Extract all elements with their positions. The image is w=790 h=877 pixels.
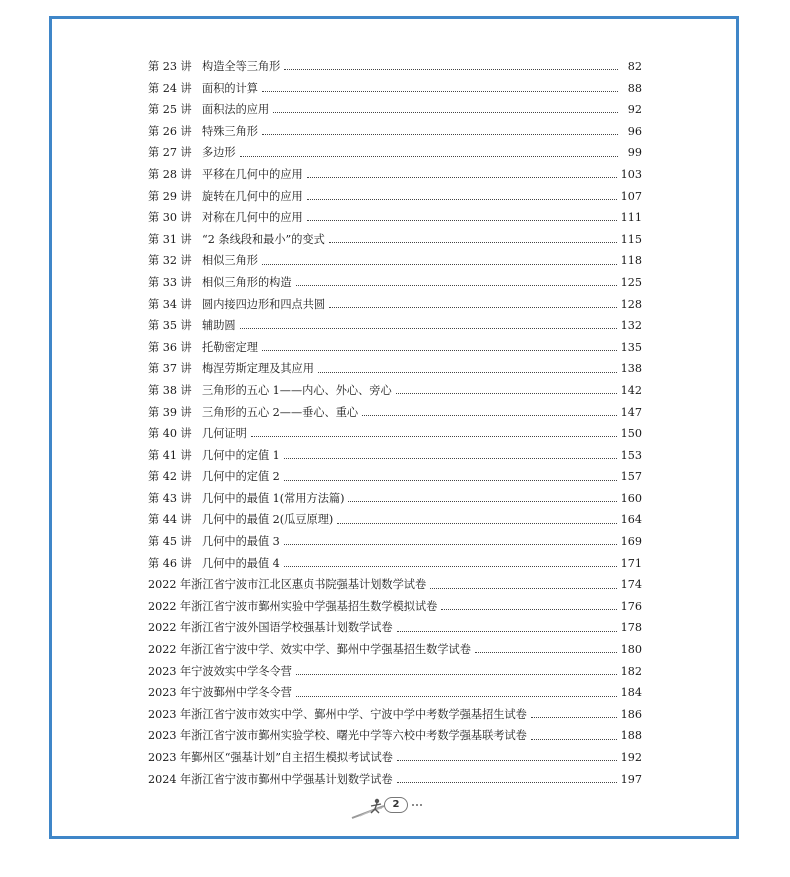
toc-entry [148, 186, 642, 208]
toc-lecture-number: 第 24 讲 [148, 81, 192, 95]
dot-leader [337, 523, 616, 524]
toc-entry-title: 三角形的五心 2——垂心、重心 [202, 405, 359, 419]
toc-entry [148, 164, 642, 186]
toc-lecture-number: 第 38 讲 [148, 383, 192, 397]
toc-entry [148, 423, 642, 445]
toc-lecture-number: 第 40 讲 [148, 427, 192, 441]
toc-entry [148, 661, 642, 683]
toc-entry-title: 圆内接四边形和四点共圆 [202, 297, 326, 311]
toc-page-number: 92 [627, 103, 642, 117]
toc-page-number: 176 [620, 599, 642, 613]
dot-leader [475, 652, 617, 653]
toc-page-number: 171 [620, 556, 642, 570]
toc-page-number: 192 [620, 751, 642, 764]
toc-entry [148, 704, 642, 726]
toc-page-number: 182 [620, 664, 642, 678]
dot-leader [262, 264, 617, 265]
dot-leader [531, 739, 617, 740]
dot-leader [240, 156, 618, 157]
dot-leader [273, 112, 618, 113]
toc-entry-title: 2022 年浙江省宁波市江北区惠贞书院强基计划数学试卷 [148, 578, 427, 592]
toc-entry-title: 面积的计算 [202, 81, 258, 95]
toc-lecture-number: 第 33 讲 [148, 275, 192, 289]
toc-entry [148, 99, 642, 121]
toc-entry [148, 402, 642, 424]
toc-entry [148, 337, 642, 359]
toc-page-number: 135 [620, 340, 642, 354]
dot-leader [318, 372, 617, 373]
toc-entry [148, 488, 642, 510]
toc-entry [148, 315, 642, 337]
toc-entry-title: 构造全等三角形 [202, 60, 281, 73]
toc-entry [148, 445, 642, 467]
toc-entry [148, 294, 642, 316]
toc-entry-title: 2023 年浙江省宁波市效实中学、鄞州中学、宁波中学中考数学强基招生试卷 [148, 707, 527, 721]
toc-entry [148, 509, 642, 531]
toc-page-number: 180 [620, 643, 642, 657]
toc-page-number: 164 [620, 513, 642, 527]
toc-entry-title: 2022 年浙江省宁波外国语学校强基计划数学试卷 [148, 621, 393, 635]
toc-lecture-number: 第 46 讲 [148, 556, 192, 570]
toc-page-number: 128 [620, 297, 642, 311]
toc-lecture-number: 第 27 讲 [148, 146, 192, 160]
dot-leader [329, 307, 617, 308]
dot-leader [284, 480, 617, 481]
toc-entry-title: 2022 年浙江省宁波中学、效实中学、鄞州中学强基招生数学试卷 [148, 643, 471, 657]
toc-entry-title: 几何中的定值 1 [202, 448, 280, 462]
toc-entry-title: 2024 年浙江省宁波市鄞州中学强基计划数学试卷 [148, 772, 393, 786]
toc-entry [148, 207, 642, 229]
dot-leader [362, 415, 617, 416]
toc-entry [148, 747, 642, 769]
toc-entry-title: 多边形 [202, 146, 236, 160]
dot-leader [262, 91, 618, 92]
dot-leader [441, 609, 616, 610]
toc-page-number: 184 [620, 686, 642, 700]
toc-entry [148, 639, 642, 661]
dot-leader [262, 350, 617, 351]
toc-entry [148, 531, 642, 553]
toc-entry [148, 617, 642, 639]
dot-leader [397, 760, 617, 761]
dot-leader [396, 393, 617, 394]
toc-page-number: 188 [620, 729, 642, 743]
toc-lecture-number: 第 29 讲 [148, 189, 192, 203]
toc-page-number: 186 [620, 707, 642, 721]
toc-entry-title: 2023 年鄞州区“强基计划”自主招生模拟考试试卷 [148, 751, 393, 764]
dot-leader [307, 177, 617, 178]
toc-entry [148, 466, 642, 488]
toc-page-number: 157 [620, 470, 642, 484]
toc-lecture-number: 第 23 讲 [148, 60, 192, 73]
dot-leader [284, 566, 617, 567]
toc-page-number: 111 [620, 211, 642, 225]
toc-lecture-number: 第 44 讲 [148, 513, 192, 527]
toc-entry [148, 725, 642, 747]
toc-entry-title: 几何中的最值 2(瓜豆原理) [202, 513, 334, 527]
toc-entry-title: 2023 年宁波鄞州中学冬令营 [148, 686, 292, 700]
toc-entry-title: 几何中的定值 2 [202, 470, 280, 484]
toc-lecture-number: 第 34 讲 [148, 297, 192, 311]
toc-entry-title: 旋转在几何中的应用 [202, 189, 303, 203]
toc-page-number: 103 [620, 167, 642, 181]
dot-leader [348, 501, 616, 502]
toc-entry [148, 769, 642, 791]
toc-entry [148, 553, 642, 575]
dot-leader [329, 242, 617, 243]
toc-page-number: 82 [627, 60, 642, 73]
toc-entry [148, 358, 642, 380]
toc-lecture-number: 第 41 讲 [148, 448, 192, 462]
dot-leader [430, 588, 616, 589]
toc-lecture-number: 第 30 讲 [148, 211, 192, 225]
toc-page-number: 96 [627, 124, 642, 138]
dot-leader [240, 328, 617, 329]
dot-leader [307, 220, 617, 221]
toc-entry-title: 辅助圆 [202, 319, 236, 333]
toc-entry-title: 2022 年浙江省宁波市鄞州实验中学强基招生数学模拟试卷 [148, 599, 438, 613]
toc-entry-title: 面积法的应用 [202, 103, 270, 117]
toc-entry [148, 229, 642, 251]
toc-lecture-number: 第 28 讲 [148, 167, 192, 181]
dot-leader [284, 544, 617, 545]
toc-entry-title: 2023 年浙江省宁波市鄞州实验学校、曙光中学等六校中考数学强基联考试卷 [148, 729, 527, 743]
toc-page-number: 150 [620, 427, 642, 441]
toc-page-number: 99 [627, 146, 642, 160]
toc-lecture-number: 第 25 讲 [148, 103, 192, 117]
toc-page-number: 197 [620, 772, 642, 786]
toc-entry-title: 梅涅劳斯定理及其应用 [202, 362, 314, 376]
toc-entry [148, 272, 642, 294]
toc-entry-title: 三角形的五心 1——内心、外心、旁心 [202, 383, 392, 397]
toc-entry-title: 特殊三角形 [202, 124, 258, 138]
toc-entry-title: 2023 年宁波效实中学冬令营 [148, 664, 292, 678]
toc-entry [148, 574, 642, 596]
toc-page-number: 107 [620, 189, 642, 203]
page-number: 2 [384, 797, 408, 813]
toc-entry-title: 几何中的最值 1(常用方法篇) [202, 491, 345, 505]
toc-lecture-number: 第 35 讲 [148, 319, 192, 333]
dot-leader [531, 717, 617, 718]
toc-entry-title: 相似三角形的构造 [202, 275, 292, 289]
dot-leader [397, 631, 617, 632]
toc-page-number: 132 [620, 319, 642, 333]
toc-page-number: 174 [620, 578, 642, 592]
toc-page-number: 142 [620, 383, 642, 397]
toc-entry-title: 几何中的最值 3 [202, 535, 280, 549]
table-of-contents [148, 56, 642, 790]
toc-entry [148, 121, 642, 143]
toc-page-number: 147 [620, 405, 642, 419]
toc-page-number: 153 [620, 448, 642, 462]
toc-lecture-number: 第 39 讲 [148, 405, 192, 419]
toc-entry-title: 托勒密定理 [202, 340, 258, 354]
toc-entry [148, 380, 642, 402]
toc-entry [148, 596, 642, 618]
toc-entry [148, 682, 642, 704]
toc-entry-title: 相似三角形 [202, 254, 258, 268]
page-footer [350, 796, 430, 820]
toc-entry-title: 几何中的最值 4 [202, 556, 280, 570]
toc-lecture-number: 第 43 讲 [148, 491, 192, 505]
toc-lecture-number: 第 26 讲 [148, 124, 192, 138]
toc-page-number: 125 [620, 275, 642, 289]
dot-leader [296, 696, 617, 697]
toc-entry [148, 78, 642, 100]
toc-entry-title: 几何证明 [202, 427, 247, 441]
toc-lecture-number: 第 31 讲 [148, 232, 192, 246]
dot-leader [284, 69, 618, 70]
dot-leader [284, 458, 617, 459]
dot-leader [397, 782, 617, 783]
dot-leader [296, 674, 617, 675]
dot-leader [296, 285, 617, 286]
toc-page-number: 169 [620, 535, 642, 549]
dot-leader [251, 436, 617, 437]
toc-entry-title: 对称在几何中的应用 [202, 211, 303, 225]
dot-leader [262, 134, 618, 135]
toc-entry [148, 142, 642, 164]
toc-page-number: 118 [620, 254, 642, 268]
toc-page-number: 115 [620, 232, 642, 246]
toc-entry-title: 平移在几何中的应用 [202, 167, 303, 181]
toc-lecture-number: 第 32 讲 [148, 254, 192, 268]
toc-lecture-number: 第 36 讲 [148, 340, 192, 354]
toc-entry [148, 250, 642, 272]
toc-lecture-number: 第 37 讲 [148, 362, 192, 376]
toc-entry [148, 56, 642, 78]
toc-page-number: 88 [627, 81, 642, 95]
toc-entry-title: “2 条线段和最小”的变式 [202, 232, 325, 246]
dot-leader [307, 199, 617, 200]
toc-page-number: 138 [620, 362, 642, 376]
toc-page-number: 160 [620, 491, 642, 505]
toc-lecture-number: 第 42 讲 [148, 470, 192, 484]
toc-lecture-number: 第 45 讲 [148, 535, 192, 549]
toc-page-number: 178 [620, 621, 642, 635]
